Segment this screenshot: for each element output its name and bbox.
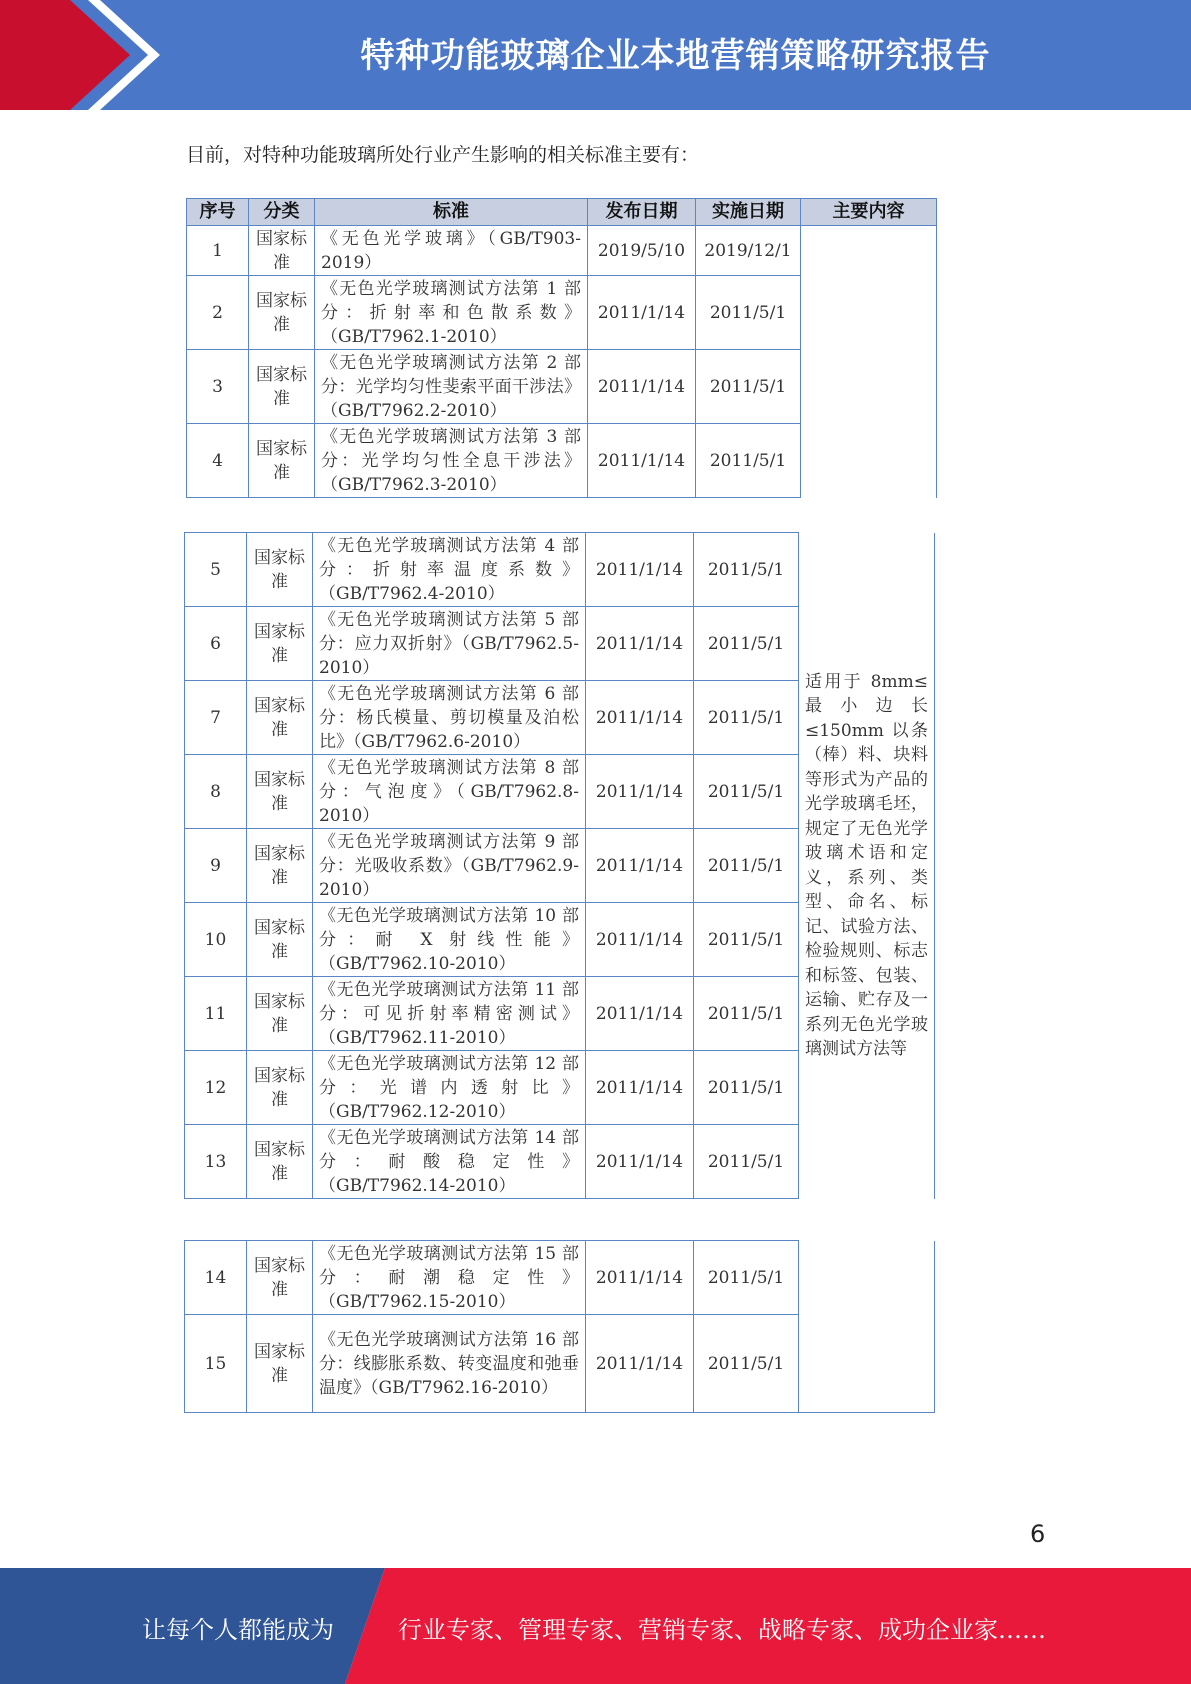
header-main-content: 主要内容	[801, 199, 937, 226]
footer-bar	[0, 1568, 1191, 1684]
row-standard: 《无色光学玻璃测试方法第 14 部分：耐酸稳定性》（GB/T7962.14-2010）	[313, 1125, 586, 1199]
row-published: 2011/1/14	[586, 1241, 694, 1315]
row-effective: 2019/12/1	[696, 226, 801, 276]
standards-table-part-2	[184, 532, 935, 1199]
row-no: 11	[185, 977, 247, 1051]
row-standard: 《无色光学玻璃》（GB/T903-2019）	[315, 226, 588, 276]
row-no: 12	[185, 1051, 247, 1125]
row-effective: 2011/5/1	[694, 681, 799, 755]
row-no: 5	[185, 533, 247, 607]
row-category: 国家标准	[247, 1051, 313, 1125]
row-no: 1	[187, 226, 249, 276]
main-content-cell-empty	[799, 1241, 935, 1413]
row-effective: 2011/5/1	[694, 755, 799, 829]
row-published: 2011/1/14	[586, 1315, 694, 1413]
row-category: 国家标准	[247, 977, 313, 1051]
row-no: 2	[187, 276, 249, 350]
row-published: 2011/1/14	[586, 1051, 694, 1125]
row-no: 4	[187, 424, 249, 498]
row-standard: 《无色光学玻璃测试方法第 11 部分：可见折射率精密测试》（GB/T7962.11-2010）	[313, 977, 586, 1051]
row-effective: 2011/5/1	[694, 1125, 799, 1199]
row-effective: 2011/5/1	[696, 424, 801, 498]
row-published: 2011/1/14	[586, 903, 694, 977]
row-standard: 《无色光学玻璃测试方法第 1 部分：折射率和色散系数》（GB/T7962.1-2010）	[315, 276, 588, 350]
row-no: 15	[185, 1315, 247, 1413]
row-published: 2011/1/14	[586, 607, 694, 681]
row-standard: 《无色光学玻璃测试方法第 8 部分：气泡度》（GB/T7962.8-2010）	[313, 755, 586, 829]
row-category: 国家标准	[247, 1315, 313, 1413]
table-header-row	[187, 199, 937, 226]
footer-slogan-left: 让每个人都能成为	[142, 1616, 334, 1644]
row-effective: 2011/5/1	[694, 607, 799, 681]
row-no: 10	[185, 903, 247, 977]
row-standard: 《无色光学玻璃测试方法第 2 部分：光学均匀性斐索平面干涉法》（GB/T7962.2-2010）	[315, 350, 588, 424]
row-effective: 2011/5/1	[694, 977, 799, 1051]
page-number: 6	[1030, 1520, 1046, 1548]
row-category: 国家标准	[247, 903, 313, 977]
row-published: 2011/1/14	[586, 681, 694, 755]
row-published: 2011/1/14	[586, 755, 694, 829]
standards-table-part-3	[184, 1240, 935, 1413]
report-title: 特种功能玻璃企业本地营销策略研究报告	[360, 36, 991, 76]
row-category: 国家标准	[247, 1125, 313, 1199]
row-category: 国家标准	[249, 350, 315, 424]
intro-paragraph: 目前，对特种功能玻璃所处行业产生影响的相关标准主要有：	[186, 144, 700, 166]
main-content-cell-empty	[801, 226, 937, 498]
row-no: 8	[185, 755, 247, 829]
row-standard: 《无色光学玻璃测试方法第 6 部分：杨氏模量、剪切模量及泊松比》（GB/T7962.6-2010）	[313, 681, 586, 755]
row-published: 2011/1/14	[586, 533, 694, 607]
header-no: 序号	[187, 199, 249, 226]
row-effective: 2011/5/1	[694, 533, 799, 607]
header-standard: 标准	[315, 199, 588, 226]
main-content-cell: 适用于 8mm≤最小边长≤150mm 以条（棒）料、块料等形式为产品的光学玻璃毛坯，规定了无色光学玻璃术语和定义，系列、类型、命名、标记、试验方法、检验规则、标志和标签、包装、运输、贮存及一系列无色光学玻璃测试方法等	[799, 533, 935, 1199]
row-effective: 2011/5/1	[696, 276, 801, 350]
row-standard: 《无色光学玻璃测试方法第 5 部分：应力双折射》（GB/T7962.5-2010）	[313, 607, 586, 681]
row-published: 2011/1/14	[586, 977, 694, 1051]
table-row	[187, 226, 937, 276]
row-standard: 《无色光学玻璃测试方法第 16 部分：线膨胀系数、转变温度和弛垂温度》（GB/T7962.16-2010）	[313, 1315, 586, 1413]
row-standard: 《无色光学玻璃测试方法第 12 部分：光谱内透射比》（GB/T7962.12-2010）	[313, 1051, 586, 1125]
header-bar	[0, 0, 1191, 110]
row-published: 2011/1/14	[586, 1125, 694, 1199]
row-category: 国家标准	[249, 276, 315, 350]
row-published: 2011/1/14	[588, 276, 696, 350]
row-category: 国家标准	[247, 1241, 313, 1315]
row-category: 国家标准	[249, 424, 315, 498]
header-published: 发布日期	[588, 199, 696, 226]
row-standard: 《无色光学玻璃测试方法第 4 部分：折射率温度系数》（GB/T7962.4-2010）	[313, 533, 586, 607]
standards-table-part-1	[186, 198, 937, 498]
row-category: 国家标准	[247, 533, 313, 607]
row-no: 13	[185, 1125, 247, 1199]
row-category: 国家标准	[247, 607, 313, 681]
row-published: 2011/1/14	[588, 350, 696, 424]
table-row	[185, 1241, 935, 1315]
row-standard: 《无色光学玻璃测试方法第 15 部分：耐潮稳定性》（GB/T7962.15-2010）	[313, 1241, 586, 1315]
row-effective: 2011/5/1	[694, 1241, 799, 1315]
row-published: 2011/1/14	[588, 424, 696, 498]
row-effective: 2011/5/1	[694, 1315, 799, 1413]
header-effective: 实施日期	[696, 199, 801, 226]
row-published: 2011/1/14	[586, 829, 694, 903]
row-no: 14	[185, 1241, 247, 1315]
row-category: 国家标准	[247, 755, 313, 829]
row-no: 7	[185, 681, 247, 755]
row-standard: 《无色光学玻璃测试方法第 3 部分：光学均匀性全息干涉法》（GB/T7962.3-2010）	[315, 424, 588, 498]
row-no: 3	[187, 350, 249, 424]
row-category: 国家标准	[247, 829, 313, 903]
row-effective: 2011/5/1	[694, 1051, 799, 1125]
row-no: 9	[185, 829, 247, 903]
table-row	[185, 533, 935, 607]
row-standard: 《无色光学玻璃测试方法第 9 部分：光吸收系数》（GB/T7962.9-2010）	[313, 829, 586, 903]
row-published: 2019/5/10	[588, 226, 696, 276]
row-standard: 《无色光学玻璃测试方法第 10 部分：耐 X 射线性能》（GB/T7962.10-2010）	[313, 903, 586, 977]
header-category: 分类	[249, 199, 315, 226]
row-category: 国家标准	[247, 681, 313, 755]
row-no: 6	[185, 607, 247, 681]
row-effective: 2011/5/1	[694, 903, 799, 977]
footer-slogan-right: 行业专家、管理专家、营销专家、战略专家、成功企业家……	[398, 1616, 1046, 1644]
row-effective: 2011/5/1	[694, 829, 799, 903]
row-effective: 2011/5/1	[696, 350, 801, 424]
row-category: 国家标准	[249, 226, 315, 276]
